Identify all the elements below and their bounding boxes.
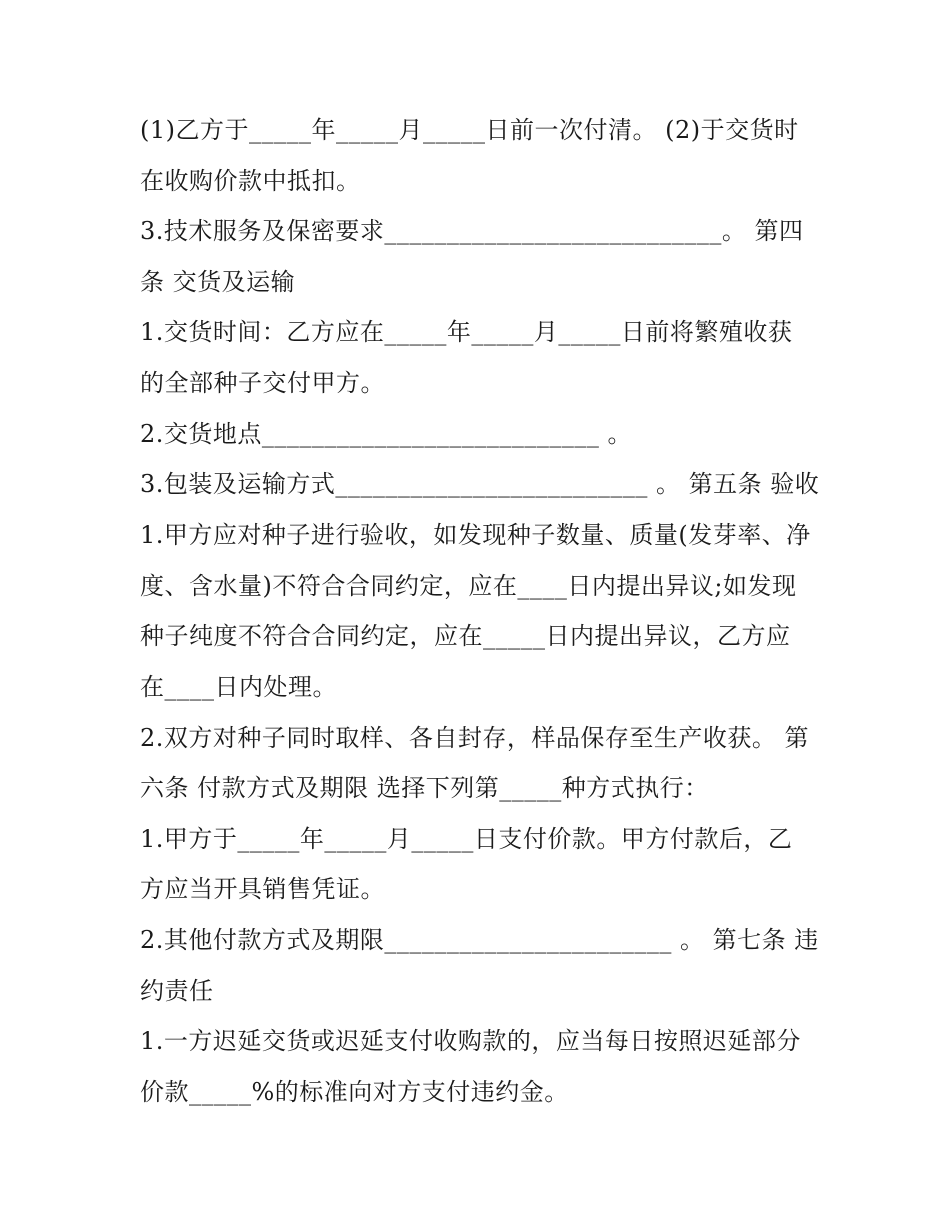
- text-line: (1)乙方于_____年_____月_____日前一次付清。 (2)于交货时: [140, 116, 799, 144]
- text-line: 1.交货时间：乙方应在_____年_____月_____日前将繁殖收获: [140, 318, 793, 346]
- text-line: 方应当开具销售凭证。: [140, 875, 385, 903]
- text-line: 在收购价款中抵扣。: [140, 167, 361, 195]
- text-line: 在____日内处理。: [140, 673, 337, 701]
- text-line: 约责任: [140, 977, 214, 1005]
- text-line: 的全部种子交付甲方。: [140, 369, 385, 397]
- text-line: 价款_____%的标准向对方支付违约金。: [140, 1078, 569, 1106]
- text-line: 1.一方迟延交货或迟延支付收购款的，应当每日按照迟延部分: [140, 1027, 801, 1055]
- text-line: 3.包装及运输方式_________________________ 。 第五条 验收: [140, 470, 820, 498]
- text-line: 2.双方对种子同时取样、各自封存，样品保存至生产收获。 第: [140, 724, 810, 752]
- text-line: 2.其他付款方式及期限_______________________ 。 第七条 违: [140, 926, 819, 954]
- text-line: 六条 付款方式及期限 选择下列第_____种方式执行：: [140, 774, 709, 802]
- text-line: 度、含水量)不符合合同约定，应在____日内提出异议;如发现: [140, 572, 797, 600]
- text-line: 3.技术服务及保密要求___________________________。 第四: [140, 217, 804, 245]
- text-line: 条 交货及运输: [140, 268, 296, 296]
- text-line: 2.交货地点___________________________ 。: [140, 420, 633, 448]
- text-line: 种子纯度不符合合同约定，应在_____日内提出异议，乙方应: [140, 622, 791, 650]
- text-line: 1.甲方应对种子进行验收，如发现种子数量、质量(发芽率、净: [140, 521, 811, 549]
- text-line: 1.甲方于_____年_____月_____日支付价款。甲方付款后，乙: [140, 825, 793, 853]
